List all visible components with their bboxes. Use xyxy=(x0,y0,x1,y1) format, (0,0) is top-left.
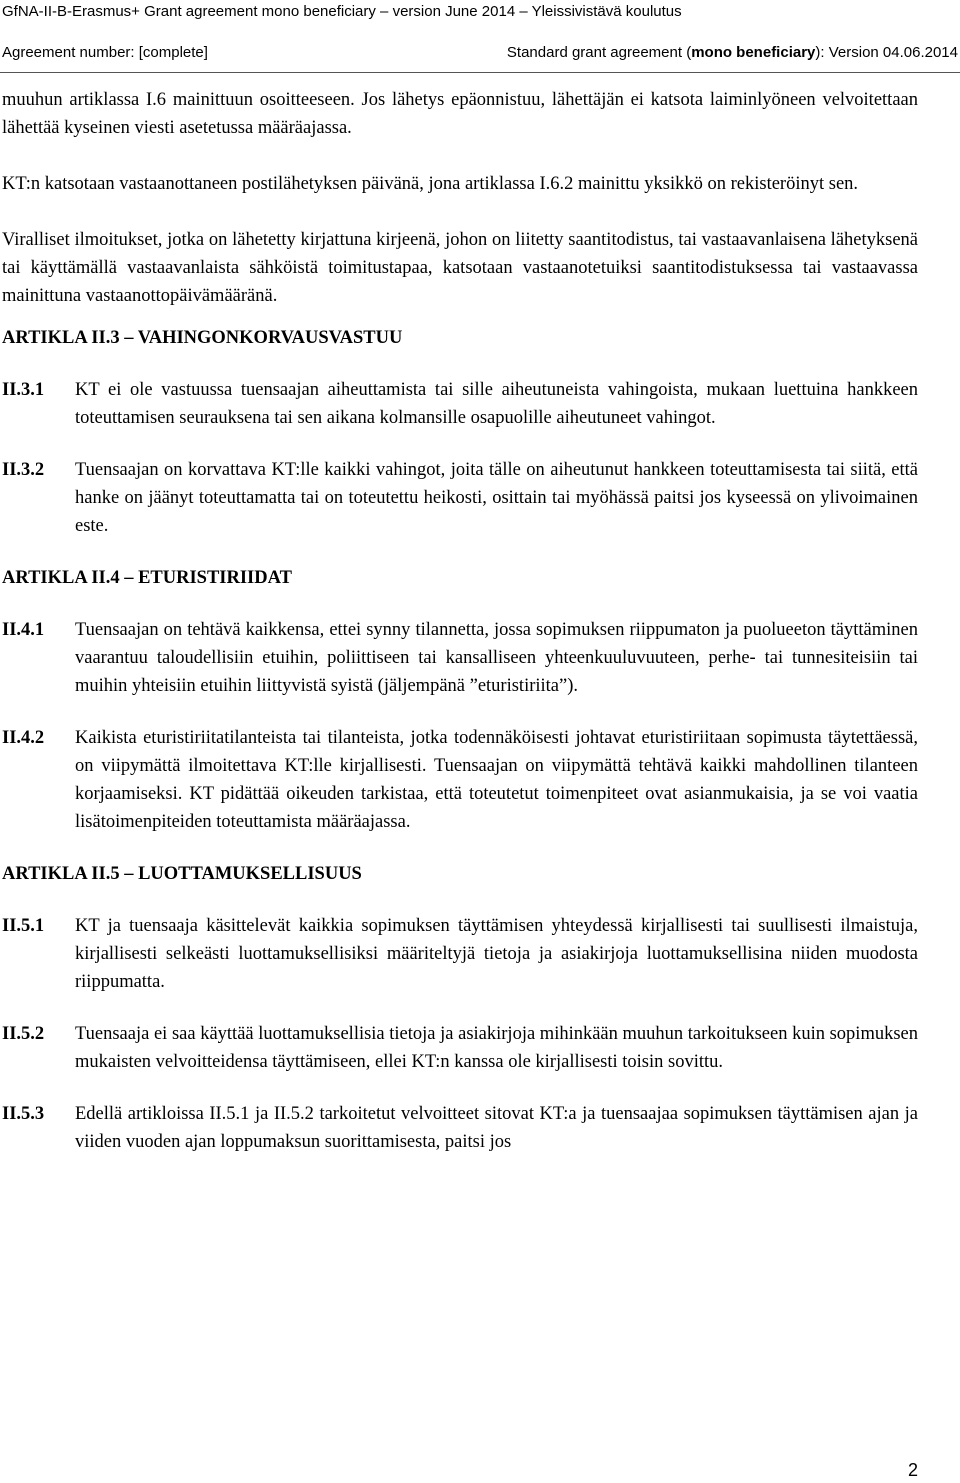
section-title: ARTIKLA II.4 – ETURISTIRIIDAT xyxy=(2,568,292,588)
clause-number: II.3.2 xyxy=(2,460,45,480)
section-title: ARTIKLA II.5 – LUOTTAMUKSELLISUUS xyxy=(2,864,362,884)
clause xyxy=(2,912,918,996)
clause-text: Tuensaajan on tehtävä kaikkensa, ettei synny tilannetta, jossa sopimuksen riippumaton ja puolueeton täyttäminen vaarantuu taloudellisiin etuihin, poliittiseen tai kansalliseen yhteenkuuluvuuteen, perhe- tai tunnesiteisiin tai muihin yhteisiin etuihin liittyvistä syistä (jäljempänä ”eturistiriita”). xyxy=(75,620,918,696)
clause-text: KT ja tuensaaja käsittelevät kaikkia sopimuksen täyttämisen yhteydessä kirjallisesti tai suullisesti ilmaistuja, kirjallisesti selkeästi luottamuksellisiksi määriteltyjä tietoja ja asiakirjoja luottamuksellisina niiden muodosta riippumatta. xyxy=(75,916,918,992)
paragraph: Viralliset ilmoitukset, jotka on lähetetty kirjattuna kirjeenä, johon on liitetty saantitodistus, tai vastaavanlaisena lähetyksenä tai käyttämällä vastaavanlaista sähköistä toimitustapaa, katsotaan vastaanotetuiksi saantitodistuksessa tai vastaavassa mainittuna vastaanottopäivämääränä. xyxy=(2,230,918,306)
clause-number: II.5.1 xyxy=(2,916,45,936)
header-title: GfNA-II-B-Erasmus+ Grant agreement mono beneficiary – version June 2014 – Yleissivistävä koulutus xyxy=(2,3,682,20)
clause xyxy=(2,456,918,540)
paragraph: muuhun artiklassa I.6 mainittuun osoitteeseen. Jos lähetys epäonnistuu, lähettäjän ei katsota laiminlyöneen velvoitettaan lähettää kyseinen viesti asetetussa määräajassa. xyxy=(2,90,918,138)
clause-number: II.4.2 xyxy=(2,728,45,748)
agreement-header xyxy=(0,44,960,61)
clause xyxy=(2,724,918,836)
agreement-version: Standard grant agreement (mono beneficiary): Version 04.06.2014 xyxy=(506,44,958,61)
header-divider xyxy=(0,72,960,73)
clause xyxy=(2,376,918,432)
clause xyxy=(2,1100,918,1156)
clause-number: II.4.1 xyxy=(2,620,45,640)
document-body xyxy=(2,86,918,1180)
clause-number: II.3.1 xyxy=(2,380,45,400)
paragraph: KT:n katsotaan vastaanottaneen postilähetyksen päivänä, jona artiklassa I.6.2 mainittu yksikkö on rekisteröinyt sen. xyxy=(2,174,859,194)
section-title: ARTIKLA II.3 – VAHINGONKORVAUSVASTUU xyxy=(2,328,403,348)
clause-number: II.5.2 xyxy=(2,1024,45,1044)
clause-text: Tuensaaja ei saa käyttää luottamuksellisia tietoja ja asiakirjoja mihinkään muuhun tarkoitukseen kuin sopimuksen mukaisten velvoitteidensa täyttämiseen, ellei KT:n kanssa ole kirjallisesti toisin sovittu. xyxy=(75,1024,918,1072)
clause-text: Kaikista eturistiriitatilanteista tai tilanteista, jotka todennäköisesti johtavat eturistiriitaan sopimusta täytettäessä, on viipymättä ilmoitettava KT:lle kirjallisesti. Tuensaajan on viipymättä tehtävä kaikki mahdollinen tilanteen korjaamiseksi. KT pidättää oikeuden tarkistaa, että toteutetut toimenpiteet ovat asianmukaisia, ja se voi vaatia lisätoimenpiteiden toteuttamista määräajassa. xyxy=(75,728,918,832)
clause xyxy=(2,1020,918,1076)
running-header xyxy=(0,0,960,28)
clause-text: Tuensaajan on korvattava KT:lle kaikki vahingot, joita tälle on aiheutunut hankkeen toteuttamisesta tai siitä, että hanke on jäänyt toteuttamatta tai on toteutettu heikosti, osittain tai myöhässä paitsi jos kyseessä on ylivoimainen este. xyxy=(75,460,918,536)
clause-text: Edellä artikloissa II.5.1 ja II.5.2 tarkoitetut velvoitteet sitovat KT:a ja tuensaajaa sopimuksen täyttämisen ajan ja viiden vuoden ajan loppumaksun suorittamisesta, paitsi jos xyxy=(75,1104,918,1152)
clause-text: KT ei ole vastuussa tuensaajan aiheuttamista tai sille aiheutuneista vahingoista, mukaan luettuina hankkeen toteuttamisen seurauksena tai sen aikana kolmansille osapuolille aiheutuneet vahingot. xyxy=(75,380,918,428)
page-number: 2 xyxy=(907,1460,918,1480)
agreement-number: Agreement number: [complete] xyxy=(2,44,208,61)
clause xyxy=(2,616,918,700)
clause-number: II.5.3 xyxy=(2,1104,45,1124)
